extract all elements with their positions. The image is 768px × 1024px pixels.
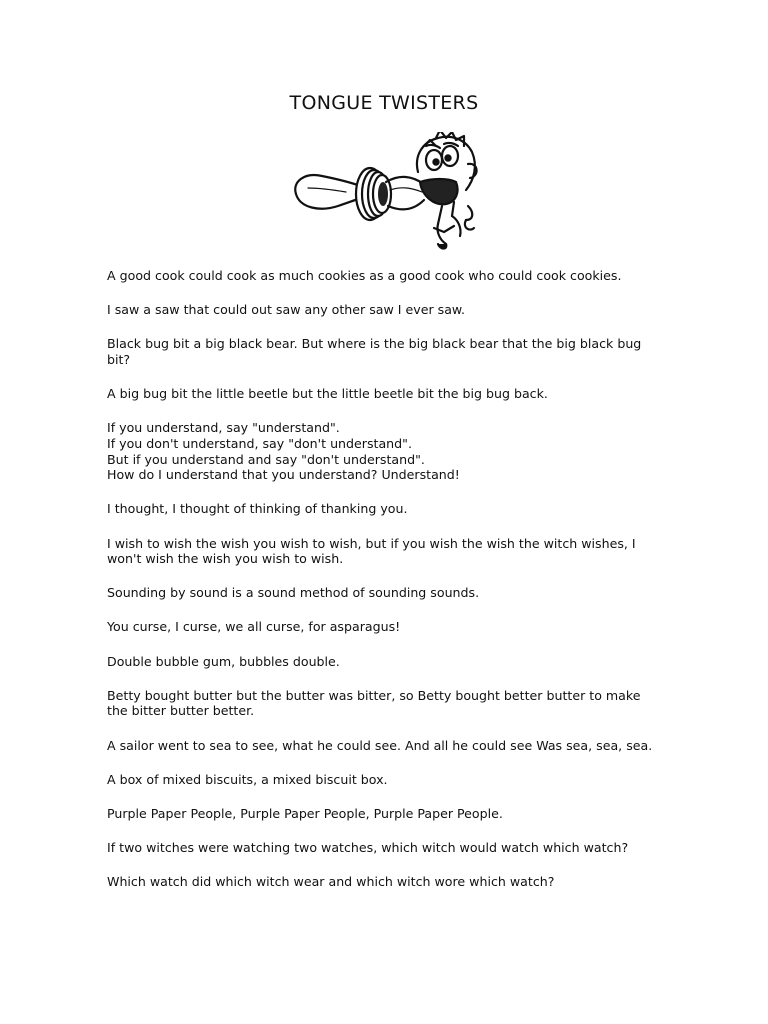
tongue-twister-list <box>107 268 667 909</box>
tongue-twister-paragraph <box>107 420 667 482</box>
tongue-twister-paragraph <box>107 501 667 517</box>
tongue-twister-paragraph <box>107 386 667 402</box>
tongue-twister-line: If you understand, say "understand". <box>107 420 340 436</box>
tongue-twister-line: You curse, I curse, we all curse, for asparagus! <box>107 619 401 635</box>
tongue-twister-line: A good cook could cook as much cookies as a good cook who could cook cookies. <box>107 268 622 283</box>
tongue-twister-paragraph <box>107 806 667 822</box>
tongue-twister-line: I thought, I thought of thinking of thanking you. <box>107 501 408 517</box>
page-title: TONGUE TWISTERS <box>289 92 479 114</box>
tongue-twister-line: Purple Paper People, Purple Paper People, Purple Paper People. <box>107 806 503 821</box>
tongue-twister-line: But if you understand and say "don't understand". <box>107 451 425 467</box>
tongue-twister-line: bit? <box>107 351 131 367</box>
tongue-twister-paragraph <box>107 336 667 367</box>
tongue-twister-line: Betty bought butter but the butter was bitter, so Betty bought better butter to make <box>107 687 641 703</box>
neck-shape <box>438 206 442 224</box>
cartoon-man-long-tongue-illustration <box>290 132 480 250</box>
tongue-twister-paragraph <box>107 302 667 318</box>
tongue-twister-paragraph <box>107 585 667 601</box>
tongue-twister-paragraph <box>107 840 667 856</box>
tongue-twister-paragraph <box>107 874 667 890</box>
tongue-twister-paragraph <box>107 688 667 719</box>
tongue-twister-paragraph <box>107 536 667 567</box>
tongue-twister-line: How do I understand that you understand? Understand! <box>107 467 460 483</box>
tongue-twister-paragraph <box>107 772 667 788</box>
tongue-twister-line: A big bug bit the little beetle but the little beetle bit the big bug back. <box>107 386 548 402</box>
tongue-twister-line: A box of mixed biscuits, a mixed biscuit box. <box>107 771 388 787</box>
tongue-twister-line: won't wish the wish you wish to wish. <box>107 551 344 567</box>
tongue-twister-paragraph <box>107 654 667 670</box>
tongue-twister-line: I saw a saw that could out saw any other saw I ever saw. <box>107 302 466 318</box>
tongue-twister-line: Which watch did which witch wear and which witch wore which watch? <box>107 874 555 890</box>
tongue-twister-paragraph <box>107 738 667 754</box>
tongue-twister-line: If you don't understand, say "don't understand". <box>107 435 412 451</box>
tongue-twister-line: Black bug bit a big black bear. But where is the big black bear that the big black bug <box>107 336 642 352</box>
tongue-twister-line: I wish to wish the wish you wish to wish, but if you wish the wish the witch wishes, I <box>107 535 636 551</box>
tongue-twister-paragraph <box>107 619 667 635</box>
mouth-shape <box>420 179 458 204</box>
tongue-twister-line: A sailor went to sea to see, what he could see. And all he could see Was sea, sea, sea. <box>107 737 653 753</box>
tongue-twister-paragraph <box>107 268 667 284</box>
tongue-twister-line: If two witches were watching two watches, which witch would watch which watch? <box>107 840 629 856</box>
tongue-twister-line: Sounding by sound is a sound method of sounding sounds. <box>107 585 480 601</box>
tongue-twister-line: the bitter butter better. <box>107 703 255 719</box>
tongue-twister-line: Double bubble gum, bubbles double. <box>107 653 340 669</box>
